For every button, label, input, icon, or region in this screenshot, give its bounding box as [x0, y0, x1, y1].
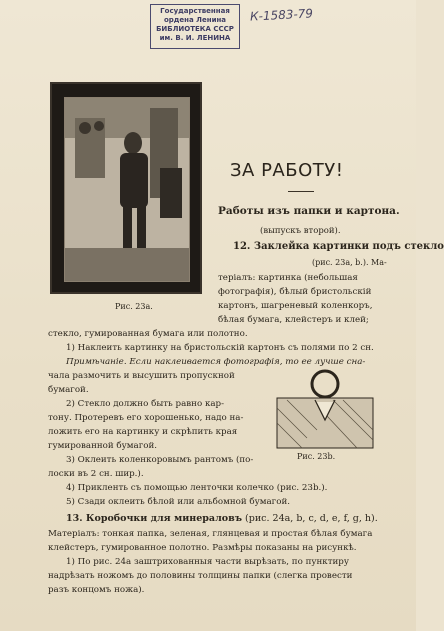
section-13-title-rest: (рис. 24а, b, c, d, e, f, g, h). — [245, 513, 378, 524]
section-13-line: разъ концомъ ножа). — [48, 585, 145, 595]
shelfmark: К-1583-79 — [249, 6, 314, 24]
step-line: 5) Сзади оклеить бѣлой или альбомной бумагой. — [66, 497, 291, 507]
library-stamp — [150, 4, 240, 49]
step-line: гумированной бумагой. — [48, 441, 158, 451]
section-12-line: (рис. 23а, b.). Ма- — [312, 258, 387, 267]
heading-rule — [288, 191, 314, 192]
section-12-line: бѣлая бумага, клейстеръ и клей; — [218, 315, 369, 325]
section-13-title: 13. Коробочки для минераловъ — [66, 513, 243, 524]
section-13-line: Матеріалъ: тонкая папка, зеленая, глянцевая и простая бѣлая бумага — [48, 529, 373, 539]
step-line: ложить его на картинку и скрѣпить края — [48, 427, 238, 437]
figure-23b — [277, 368, 373, 450]
stamp-line: ордена Ленина — [163, 16, 227, 24]
figure-caption-23a: Рис. 23а. — [115, 302, 153, 311]
step-line: 2) Стекло должно быть равно кар- — [66, 399, 225, 409]
section-12-line: фотографія), бѣлый бристольскій — [218, 287, 372, 297]
figure-caption-23b: Рис. 23b. — [297, 452, 336, 461]
body-line: бумагой. — [48, 385, 89, 395]
photo-frame — [52, 84, 200, 292]
section-13-heading — [66, 512, 378, 527]
stamp-line: БИБЛИОТЕКА СССР — [156, 25, 234, 33]
body-line: 1) Наклеить картинку на бристольскій картонъ съ полями по 2 сн. — [66, 343, 374, 353]
section-13-line: клейстеръ, гумированное полотно. Размѣры показаны на рисункѣ. — [48, 543, 357, 553]
step-line: лоски въ 2 сн. шир.). — [48, 469, 144, 479]
body-line: чала размочить и высушить пропускной — [48, 371, 235, 381]
photograph — [64, 97, 190, 282]
issue-note: (выпускъ второй). — [260, 226, 341, 236]
step-line: тону. Протеревъ его хорошенько, надо на- — [48, 413, 244, 423]
stamp-line: им. В. И. ЛЕНИНА — [159, 34, 231, 42]
page-heading: ЗА РАБОТУ! — [230, 160, 344, 181]
section-12-line: картонъ, шагреневый коленкоръ, — [218, 301, 373, 311]
section-13-line: надрѣзать ножомъ до половины толщины папки (слегка провести — [48, 571, 353, 581]
body-line-note: Примѣчаніе. Если наклеивается фотографія, то ее лучше сна- — [66, 357, 366, 367]
subtitle: Работы изъ папки и картона. — [218, 205, 400, 217]
step-line: 4) Прикленть съ помощью ленточки колечко (рис. 23b.). — [66, 483, 328, 493]
body-line: стекло, гумированная бумага или полотно. — [48, 329, 248, 339]
section-12-line: теріалъ: картинка (небольшая — [218, 273, 358, 283]
stamp-line: Государственная — [160, 7, 230, 15]
section-12-title: 12. Заклейка картинки подъ стекло — [233, 241, 444, 252]
photograph-image — [65, 98, 189, 281]
step-line: 3) Оклеить коленкоровымъ рантомъ (по- — [66, 455, 254, 465]
section-13-line: 1) По рис. 24а заштрихованныя части вырѣзать, по пунктиру — [66, 557, 349, 567]
